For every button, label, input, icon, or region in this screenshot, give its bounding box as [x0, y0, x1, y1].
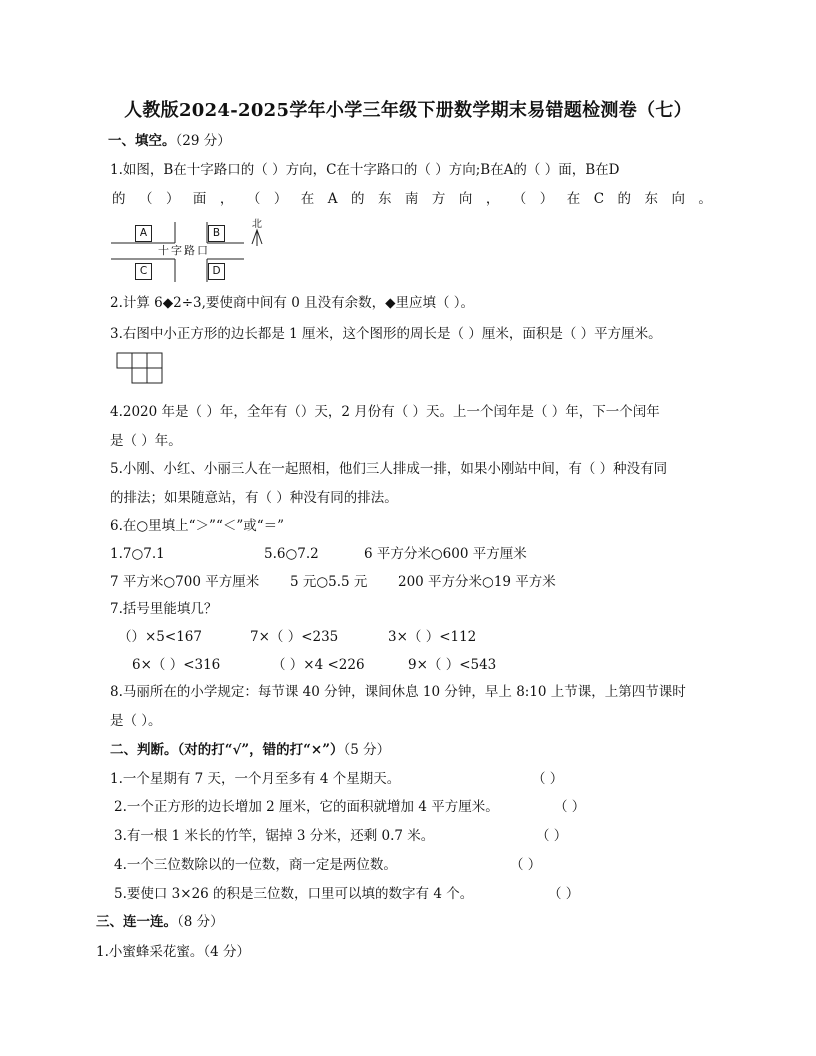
location-c-box: C — [135, 263, 152, 280]
question-1-line-2-char: 方 — [431, 191, 446, 207]
section-1-heading: 一、填空。 — [108, 133, 176, 149]
section-1-score: （29 分） — [175, 133, 231, 149]
question-1-line-2-char: 在 — [566, 191, 581, 207]
judge-item-blank: （ ） — [554, 799, 586, 815]
north-label: 北 — [252, 219, 262, 230]
question-6-prompt: 6.在○里填上“＞”“＜”或“＝” — [110, 518, 285, 534]
section-3-score: （8 分） — [177, 914, 224, 930]
location-b-box: B — [208, 225, 225, 242]
question-3: 3.右图中小正方形的边长都是 1 厘米，这个图形的周长是（ ）厘米，面积是（ ）平方厘米。 — [110, 326, 662, 342]
judge-item-text: 3.有一根 1 米长的竹竿，锯掉 3 分米，还剩 0.7 米。 — [114, 828, 435, 844]
section-2-heading: 二、判断。（对的打“√”，错的打“×”） — [110, 742, 344, 758]
question-7-item: 9×（ ）<543 — [408, 657, 497, 673]
question-1-line-2-char: 的 — [112, 191, 126, 207]
question-1-line-2-char: ） — [273, 191, 288, 207]
question-1-line-2-char: 向 — [458, 191, 473, 207]
question-1-line-2-char: ） — [539, 191, 554, 207]
judge-item-blank: （ ） — [510, 857, 542, 873]
section-3-heading: 三、连一连。 — [96, 914, 177, 930]
question-1-line-2-char: C — [593, 191, 605, 207]
judge-item-text: 5.要使口 3×26 的积是三位数，口里可以填的数字有 4 个。 — [114, 886, 474, 902]
question-1-line-2-char: 的 — [350, 191, 365, 207]
question-1-line-2-char: 。 — [698, 191, 712, 207]
question-5-line-2: 的排法；如果随意站，有（ ）种没有同的排法。 — [110, 490, 398, 506]
crossroad-label: 十字路口 — [158, 244, 210, 257]
question-1-line-2-char: 东 — [644, 191, 658, 207]
question-7-item: 7×（ ）<235 — [250, 629, 339, 645]
question-1-line-2-char: ， — [219, 191, 234, 207]
question-1-line-2-char: 在 — [300, 191, 315, 207]
section-2-score: （5 分） — [343, 742, 391, 758]
location-a-box: A — [135, 225, 152, 242]
question-4-line-2: 是（ ）年。 — [110, 433, 182, 449]
exam-title: 人教版2024-2025学年小学三年级下册数学期末易错题检测卷（七） — [124, 100, 692, 121]
square-grid — [116, 352, 166, 386]
location-d-box: D — [208, 263, 225, 280]
question-7-prompt: 7.括号里能填几？ — [110, 601, 218, 617]
judge-item-text: 1.一个星期有 7 天，一个月至多有 4 个星期天。 — [110, 771, 401, 787]
question-5-line-1: 5.小刚、小红、小丽三人在一起照相，他们三人排成一排，如果小刚站中间，有（ ）种没有同 — [110, 461, 668, 477]
question-8-line-2: 是（ ）。 — [110, 713, 162, 729]
question-1-line-2-char: 东 — [377, 191, 392, 207]
question-8-line-1: 8.马丽所在的小学规定：每节课 40 分钟，课间休息 10 分钟，早上 8:10 上节课，上第四节课时 — [110, 684, 686, 700]
question-7-item: 3×（ ）<112 — [388, 629, 477, 645]
question-6-item: 200 平方分米○19 平方米 — [398, 574, 556, 590]
judge-item-blank: （ ） — [536, 828, 568, 844]
question-1-line-2-char: ， — [485, 191, 500, 207]
judge-item-blank: （ ） — [548, 886, 580, 902]
question-1-line-2-char: 的 — [617, 191, 631, 207]
question-7-item: 6×（ ）<316 — [132, 657, 221, 673]
question-6-item: 5.6○7.2 — [264, 546, 319, 562]
section-3-header — [96, 913, 224, 931]
question-2: 2.计算 6◆2÷3,要使商中间有 0 且没有余数，◆里应填（ ）。 — [110, 295, 475, 311]
question-4-line-1: 4.2020 年是（ ）年，全年有（）天，2 月份有（ ）天。上一个闰年是（ ）年，下一个闰年 — [110, 404, 660, 420]
question-1-line-2-char: （ — [246, 191, 261, 207]
judge-item-text: 4.一个三位数除以的一位数，商一定是两位数。 — [114, 857, 397, 873]
question-6-item: 6 平方分米○600 平方厘米 — [364, 546, 527, 562]
question-6-item: 7 平方米○700 平方厘米 — [110, 574, 260, 590]
question-7-item: （）×5<167 — [118, 629, 202, 645]
judge-item-text: 2.一个正方形的边长增加 2 厘米，它的面积就增加 4 平方厘米。 — [114, 799, 499, 815]
question-1-line-2-char: A — [327, 191, 338, 207]
question-1-line-2-char: （ — [138, 191, 153, 207]
question-1-line-2-char: ） — [165, 191, 180, 207]
question-1-line-2-char: 面 — [192, 191, 207, 207]
section-1-header — [108, 132, 231, 150]
section-2-header — [110, 741, 390, 759]
question-1-line-2-char: 向 — [671, 191, 685, 207]
crossroad-figure — [111, 219, 271, 284]
question-7-item: （ ）×4 <226 — [272, 657, 365, 673]
judge-item-blank: （ ） — [532, 771, 564, 787]
question-1-line-2-char: （ — [512, 191, 527, 207]
question-6-item: 1.7○7.1 — [110, 546, 165, 562]
question-1-line-2-char: 南 — [404, 191, 419, 207]
square-grid-figure — [116, 352, 166, 390]
section-3-question-1: 1.小蜜蜂采花蜜。（4 分） — [96, 944, 251, 960]
question-6-item: 5 元○5.5 元 — [290, 574, 368, 590]
question-1-line-1: 1.如图，B在十字路口的（ ）方向，C在十字路口的（ ）方向;B在A的（ ）面，B在D — [110, 162, 620, 178]
question-1-line-2 — [112, 190, 712, 208]
